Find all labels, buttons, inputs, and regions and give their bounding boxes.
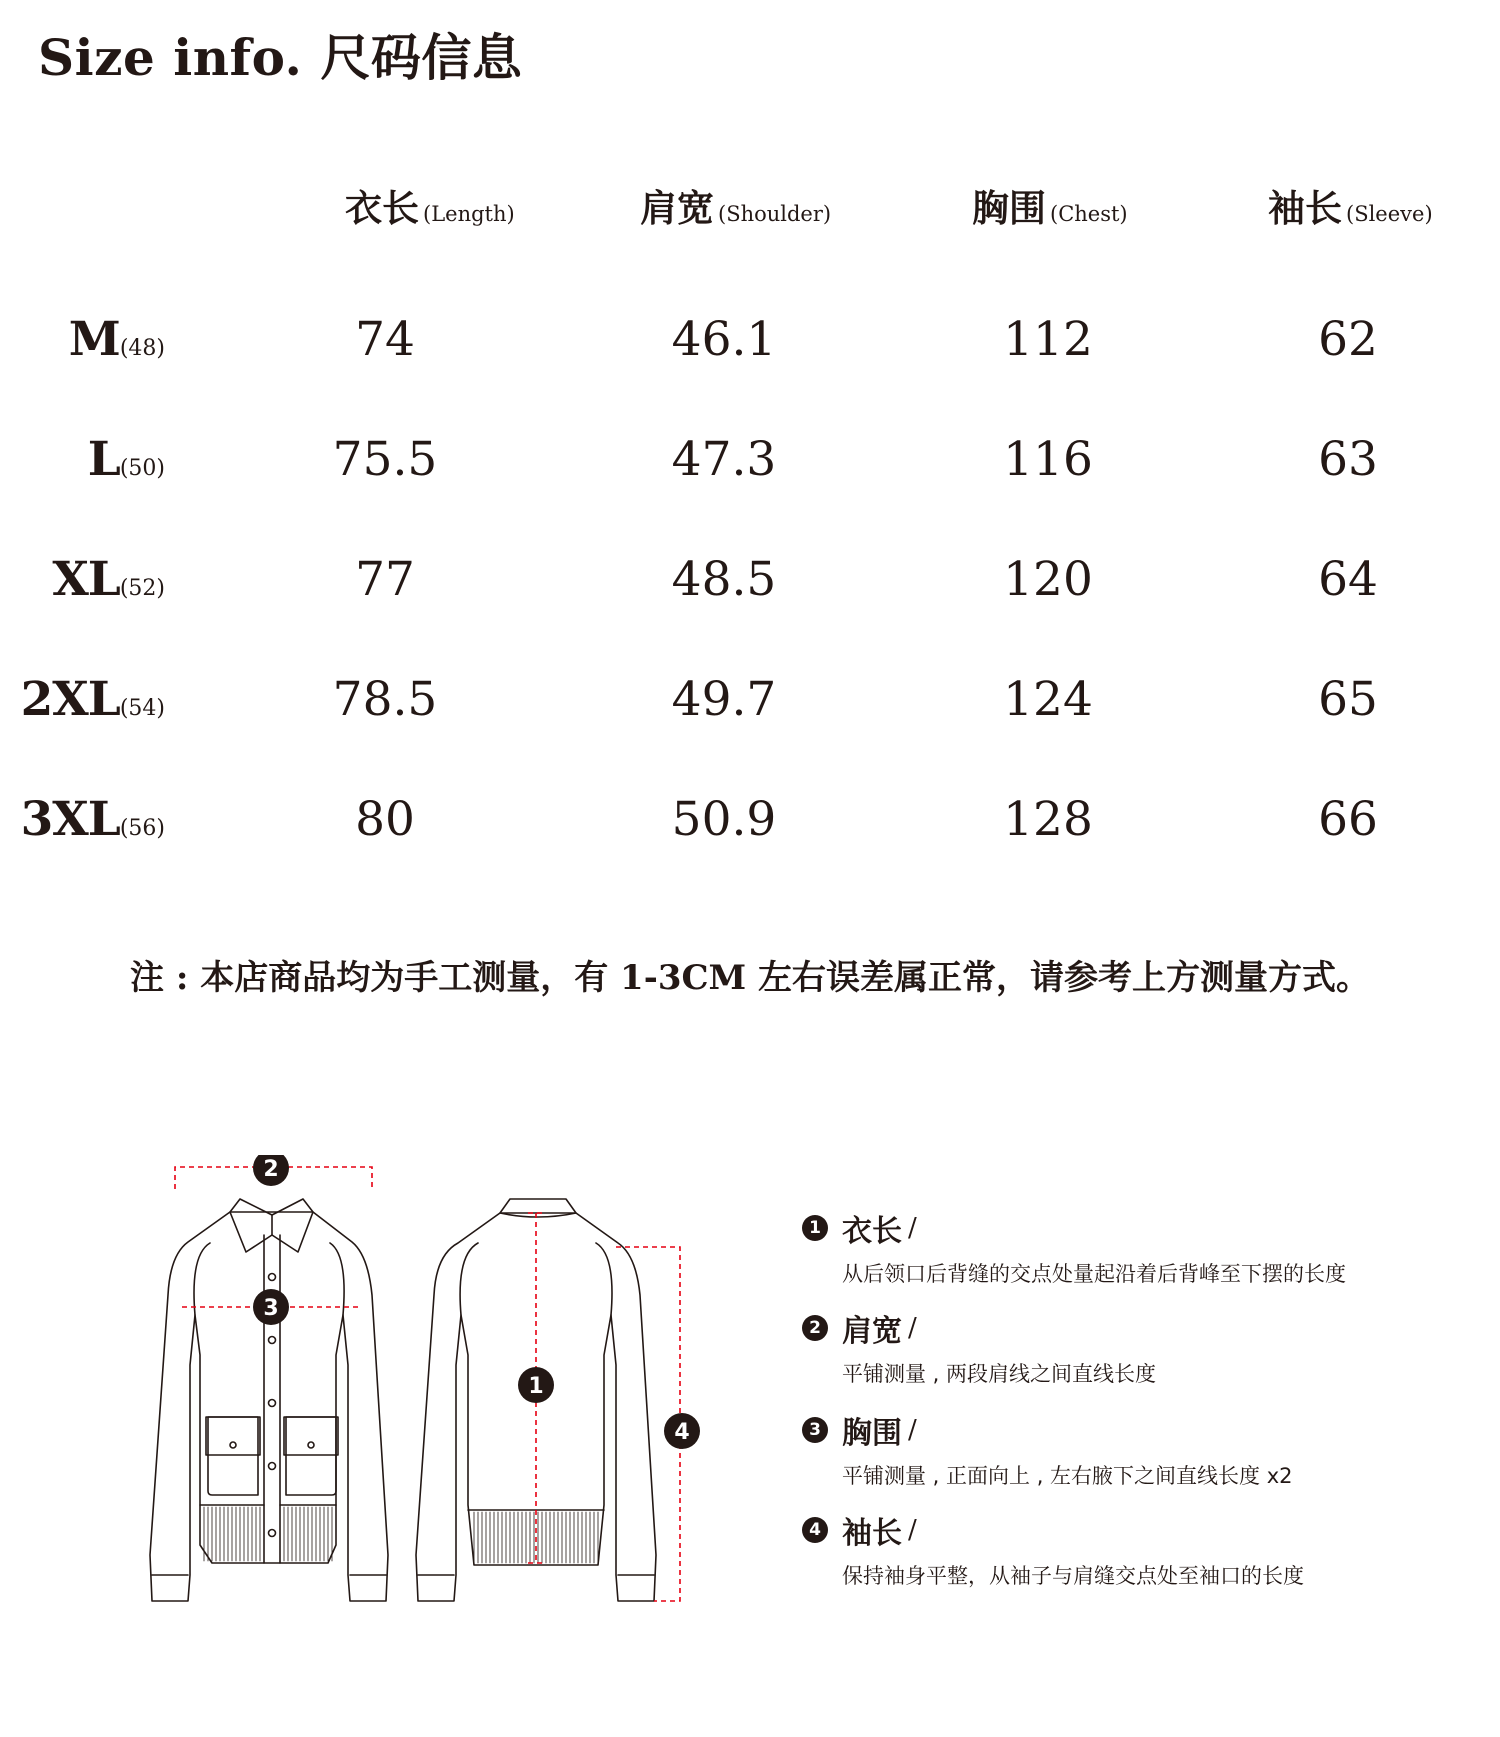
jacket-front-drawing — [150, 1199, 388, 1601]
size-label-m — [0, 312, 165, 367]
legend-item-length — [802, 1206, 1346, 1288]
column-header-en: (Sleeve) — [1346, 202, 1433, 226]
cell-chest: 116 — [1003, 432, 1093, 487]
size-label-xl — [0, 552, 165, 607]
column-header-en: (Length) — [423, 202, 515, 226]
cell-length: 80 — [355, 792, 415, 847]
legend-item-chest — [802, 1408, 1293, 1490]
legend-title: 袖长 — [842, 1516, 902, 1551]
size-code: XL — [52, 552, 120, 607]
size-label-l — [0, 432, 165, 487]
eu-size: (56) — [119, 816, 165, 841]
cell-chest: 128 — [1003, 792, 1093, 847]
marker-number: 4 — [674, 1420, 690, 1445]
cell-shoulder: 47.3 — [671, 432, 777, 487]
legend-item-shoulder — [802, 1306, 1156, 1388]
size-code: 3XL — [20, 792, 120, 847]
size-code: M — [68, 312, 120, 367]
cell-sleeve: 65 — [1318, 672, 1378, 727]
marker-3 — [253, 1289, 289, 1325]
legend-description: 从后领口后背缝的交点处量起沿着后背峰至下摆的长度 — [842, 1262, 1346, 1286]
legend-slash: / — [908, 1213, 917, 1243]
column-header-zh: 衣长 — [345, 186, 419, 230]
eu-size: (50) — [119, 456, 165, 481]
number-badge-icon: 4 — [802, 1517, 828, 1543]
cell-chest: 112 — [1003, 312, 1093, 367]
column-header-chest — [972, 178, 1128, 232]
column-header-sleeve — [1268, 178, 1433, 232]
cell-chest: 120 — [1003, 552, 1093, 607]
cell-sleeve: 64 — [1318, 552, 1378, 607]
marker-2 — [253, 1155, 289, 1186]
legend-slash: / — [908, 1515, 917, 1545]
cell-length: 78.5 — [332, 672, 438, 727]
page-title: Size info. 尺码信息 — [38, 28, 523, 87]
size-code: 2XL — [20, 672, 120, 727]
cell-length: 77 — [355, 552, 415, 607]
cell-shoulder: 46.1 — [671, 312, 777, 367]
number-badge-icon: 3 — [802, 1417, 828, 1443]
jacket-diagram — [140, 1155, 720, 1625]
legend-description: 保持袖身平整，从袖子与肩缝交点处至袖口的长度 — [842, 1564, 1304, 1588]
marker-4 — [664, 1413, 700, 1449]
cell-sleeve: 66 — [1318, 792, 1378, 847]
cell-chest: 124 — [1003, 672, 1093, 727]
number-badge-icon: 2 — [802, 1315, 828, 1341]
marker-number: 1 — [528, 1374, 544, 1399]
marker-1 — [518, 1367, 554, 1403]
size-code: L — [87, 432, 120, 487]
legend-slash: / — [908, 1313, 917, 1343]
legend-title: 肩宽 — [842, 1314, 902, 1349]
eu-size: (54) — [119, 696, 165, 721]
legend-item-sleeve — [802, 1508, 1304, 1590]
column-header-en: (Shoulder) — [718, 202, 832, 226]
number-badge-icon: 1 — [802, 1215, 828, 1241]
cell-shoulder: 49.7 — [671, 672, 777, 727]
marker-number: 3 — [263, 1296, 279, 1321]
size-label-2xl — [0, 672, 165, 727]
cell-shoulder: 50.9 — [671, 792, 777, 847]
eu-size: (52) — [119, 576, 165, 601]
cell-length: 74 — [355, 312, 415, 367]
legend-slash: / — [908, 1415, 917, 1445]
cell-sleeve: 63 — [1318, 432, 1378, 487]
cell-length: 75.5 — [332, 432, 438, 487]
eu-size: (48) — [119, 336, 165, 361]
legend-title: 胸围 — [842, 1416, 902, 1451]
marker-number: 2 — [263, 1157, 279, 1182]
column-header-shoulder — [640, 178, 831, 232]
legend-description: 平铺测量 , 两段肩线之间直线长度 — [842, 1362, 1157, 1386]
legend-description: 平铺测量 , 正面向上 , 左右腋下之间直线长度 x2 — [842, 1464, 1293, 1488]
column-header-zh: 肩宽 — [640, 186, 714, 230]
size-label-3xl — [0, 792, 165, 847]
column-header-length — [345, 178, 515, 232]
legend-title: 衣长 — [842, 1214, 902, 1249]
cell-sleeve: 62 — [1318, 312, 1378, 367]
measurement-note: 注 : 本店商品均为手工测量，有 1-3CM 左右误差属正常，请参考上方测量方式。 — [129, 958, 1371, 998]
cell-shoulder: 48.5 — [671, 552, 777, 607]
column-header-zh: 袖长 — [1268, 186, 1342, 230]
column-header-en: (Chest) — [1050, 202, 1128, 226]
column-header-zh: 胸围 — [972, 186, 1046, 230]
